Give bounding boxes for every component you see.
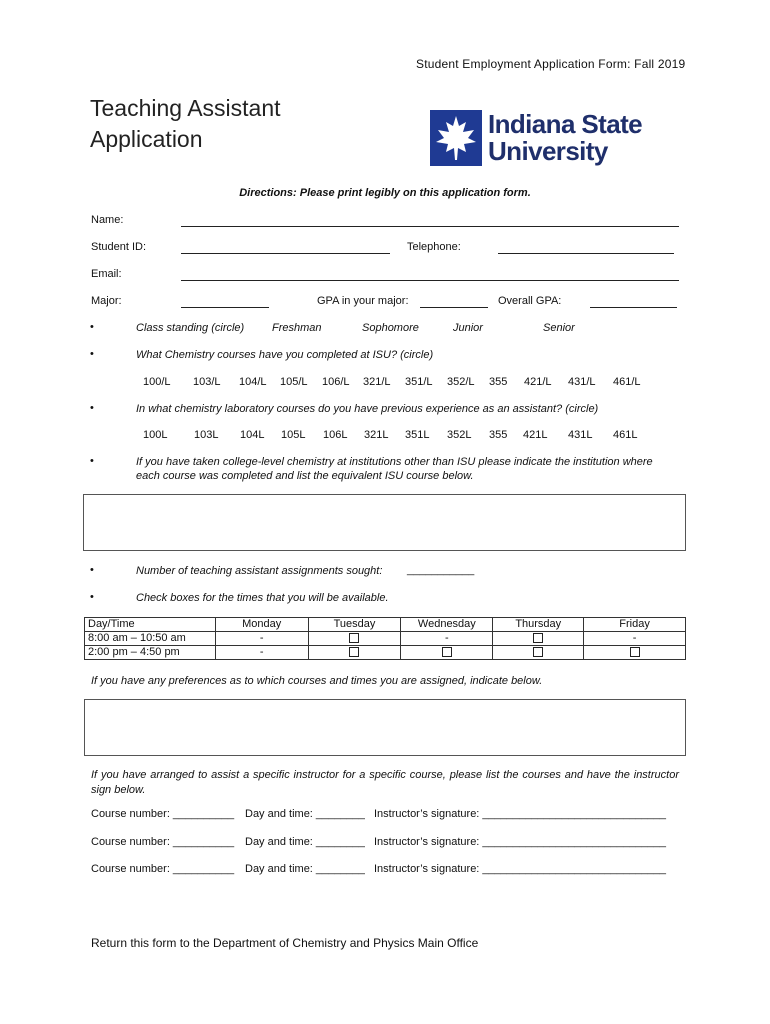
instructor-note-line-1: If you have arranged to assist a specific instructor for a specific course, please list the courses and have the xyxy=(91,769,630,781)
course-option[interactable]: 104/L xyxy=(239,376,267,388)
instructor-note xyxy=(91,768,679,798)
course-option[interactable]: 105/L xyxy=(280,376,308,388)
tuesday-slot-2 xyxy=(308,646,401,660)
course-option[interactable]: 355 xyxy=(489,376,508,388)
bullet: • xyxy=(90,564,94,576)
form-note: Student Employment Application Form: Fall 2019 xyxy=(416,57,686,71)
lab-option[interactable]: 103L xyxy=(194,429,219,441)
student-id-field[interactable] xyxy=(181,253,390,254)
course-number-field[interactable]: Course number: __________ xyxy=(91,836,235,848)
lab-option[interactable]: 355 xyxy=(489,429,508,441)
instructor-note-line-2: instructor sign below. xyxy=(91,769,679,796)
lab-option[interactable]: 352L xyxy=(447,429,472,441)
overall-gpa-field[interactable] xyxy=(590,307,677,308)
standing-junior[interactable]: Junior xyxy=(453,322,483,334)
monday-slot-1: - xyxy=(215,632,308,646)
gpa-major-field[interactable] xyxy=(420,307,488,308)
logo-line-2: University xyxy=(488,136,608,166)
completed-courses-label: What Chemistry courses have you completed at ISU? (circle) xyxy=(136,349,434,361)
instructor-signature-field[interactable]: Instructor’s signature: ______________________________ xyxy=(374,808,666,820)
email-field[interactable] xyxy=(181,280,679,281)
maple-leaf-icon xyxy=(430,110,482,166)
assignments-field[interactable]: ___________ xyxy=(407,564,475,576)
lab-option[interactable]: 100L xyxy=(143,429,168,441)
time-slot-label: 2:00 pm – 4:50 pm xyxy=(85,646,216,660)
logo-line-1: Indiana State xyxy=(488,109,643,139)
header-monday: Monday xyxy=(215,618,308,632)
wednesday-slot-1: - xyxy=(401,632,493,646)
course-option[interactable]: 431/L xyxy=(568,376,596,388)
standing-senior[interactable]: Senior xyxy=(543,322,575,334)
title-line-1: Teaching Assistant xyxy=(90,95,281,121)
email-label: Email: xyxy=(91,268,122,280)
checkbox[interactable] xyxy=(349,633,359,643)
table-row xyxy=(85,632,686,646)
other-institutions-textarea[interactable] xyxy=(83,494,686,551)
preferences-label: If you have any preferences as to which courses and times you are assigned, indicate below. xyxy=(91,675,543,687)
course-option[interactable]: 461/L xyxy=(613,376,641,388)
thursday-slot-1 xyxy=(493,632,584,646)
course-number-field[interactable]: Course number: __________ xyxy=(91,808,235,820)
lab-option[interactable]: 431L xyxy=(568,429,593,441)
bullet: • xyxy=(90,321,94,333)
overall-gpa-label: Overall GPA: xyxy=(498,295,562,307)
name-label: Name: xyxy=(91,214,124,226)
course-option[interactable]: 351/L xyxy=(405,376,433,388)
header-wednesday: Wednesday xyxy=(401,618,493,632)
lab-option[interactable]: 106L xyxy=(323,429,348,441)
monday-slot-2: - xyxy=(215,646,308,660)
lab-option[interactable]: 104L xyxy=(240,429,265,441)
checkbox[interactable] xyxy=(630,647,640,657)
bullet: • xyxy=(90,455,94,467)
standing-freshman[interactable]: Freshman xyxy=(272,322,322,334)
lab-option[interactable]: 421L xyxy=(523,429,548,441)
tuesday-slot-1 xyxy=(308,632,401,646)
friday-slot-2 xyxy=(584,646,686,660)
checkbox[interactable] xyxy=(533,647,543,657)
table-row xyxy=(85,646,686,660)
availability-table xyxy=(84,617,686,660)
instructor-signature-field[interactable]: Instructor’s signature: ______________________________ xyxy=(374,836,666,848)
header-thursday: Thursday xyxy=(493,618,584,632)
checkbox[interactable] xyxy=(533,633,543,643)
day-time-field[interactable]: Day and time: ________ xyxy=(245,808,365,820)
telephone-label: Telephone: xyxy=(407,241,461,253)
lab-option[interactable]: 351L xyxy=(405,429,430,441)
course-option[interactable]: 103/L xyxy=(193,376,221,388)
course-option[interactable]: 100/L xyxy=(143,376,171,388)
day-time-field[interactable]: Day and time: ________ xyxy=(245,863,365,875)
directions: Directions: Please print legibly on this application form. xyxy=(239,187,531,199)
university-logo xyxy=(430,110,642,166)
friday-slot-1: - xyxy=(584,632,686,646)
header-day-time: Day/Time xyxy=(85,618,216,632)
checkbox[interactable] xyxy=(442,647,452,657)
preferences-textarea[interactable] xyxy=(84,699,686,756)
instructor-signature-field[interactable]: Instructor’s signature: ______________________________ xyxy=(374,863,666,875)
return-instructions: Return this form to the Department of Chemistry and Physics Main Office xyxy=(91,936,479,950)
course-number-field[interactable]: Course number: __________ xyxy=(91,863,235,875)
bullet: • xyxy=(90,591,94,603)
other-institutions-line-1: If you have taken college-level chemistry at institutions other than ISU please indicate the institution where xyxy=(136,456,653,468)
checkbox[interactable] xyxy=(349,647,359,657)
course-option[interactable]: 321/L xyxy=(363,376,391,388)
bullet: • xyxy=(90,402,94,414)
day-time-field[interactable]: Day and time: ________ xyxy=(245,836,365,848)
other-institutions-line-2: each course was completed and list the equivalent ISU course below. xyxy=(136,470,474,482)
name-field[interactable] xyxy=(181,226,679,227)
major-label: Major: xyxy=(91,295,122,307)
standing-sophomore[interactable]: Sophomore xyxy=(362,322,419,334)
course-option[interactable]: 106/L xyxy=(322,376,350,388)
header-friday: Friday xyxy=(584,618,686,632)
lab-option[interactable]: 105L xyxy=(281,429,306,441)
telephone-field[interactable] xyxy=(498,253,674,254)
gpa-major-label: GPA in your major: xyxy=(317,295,409,307)
course-option[interactable]: 421/L xyxy=(524,376,552,388)
course-option[interactable]: 352/L xyxy=(447,376,475,388)
student-id-label: Student ID: xyxy=(91,241,147,253)
wednesday-slot-2 xyxy=(401,646,493,660)
lab-experience-label: In what chemistry laboratory courses do you have previous experience as an assistant? (circle) xyxy=(136,403,599,415)
title-line-2: Application xyxy=(90,126,203,152)
class-standing-label: Class standing (circle) xyxy=(136,322,245,334)
availability-label: Check boxes for the times that you will be available. xyxy=(136,592,389,604)
assignments-label: Number of teaching assistant assignments sought: xyxy=(136,565,383,577)
time-slot-label: 8:00 am – 10:50 am xyxy=(85,632,216,646)
major-field[interactable] xyxy=(181,307,269,308)
table-header-row xyxy=(85,618,686,632)
thursday-slot-2 xyxy=(493,646,584,660)
bullet: • xyxy=(90,348,94,360)
logo-text xyxy=(488,111,642,165)
header-tuesday: Tuesday xyxy=(308,618,401,632)
lab-option[interactable]: 321L xyxy=(364,429,389,441)
page-title xyxy=(90,93,281,155)
lab-option[interactable]: 461L xyxy=(613,429,638,441)
